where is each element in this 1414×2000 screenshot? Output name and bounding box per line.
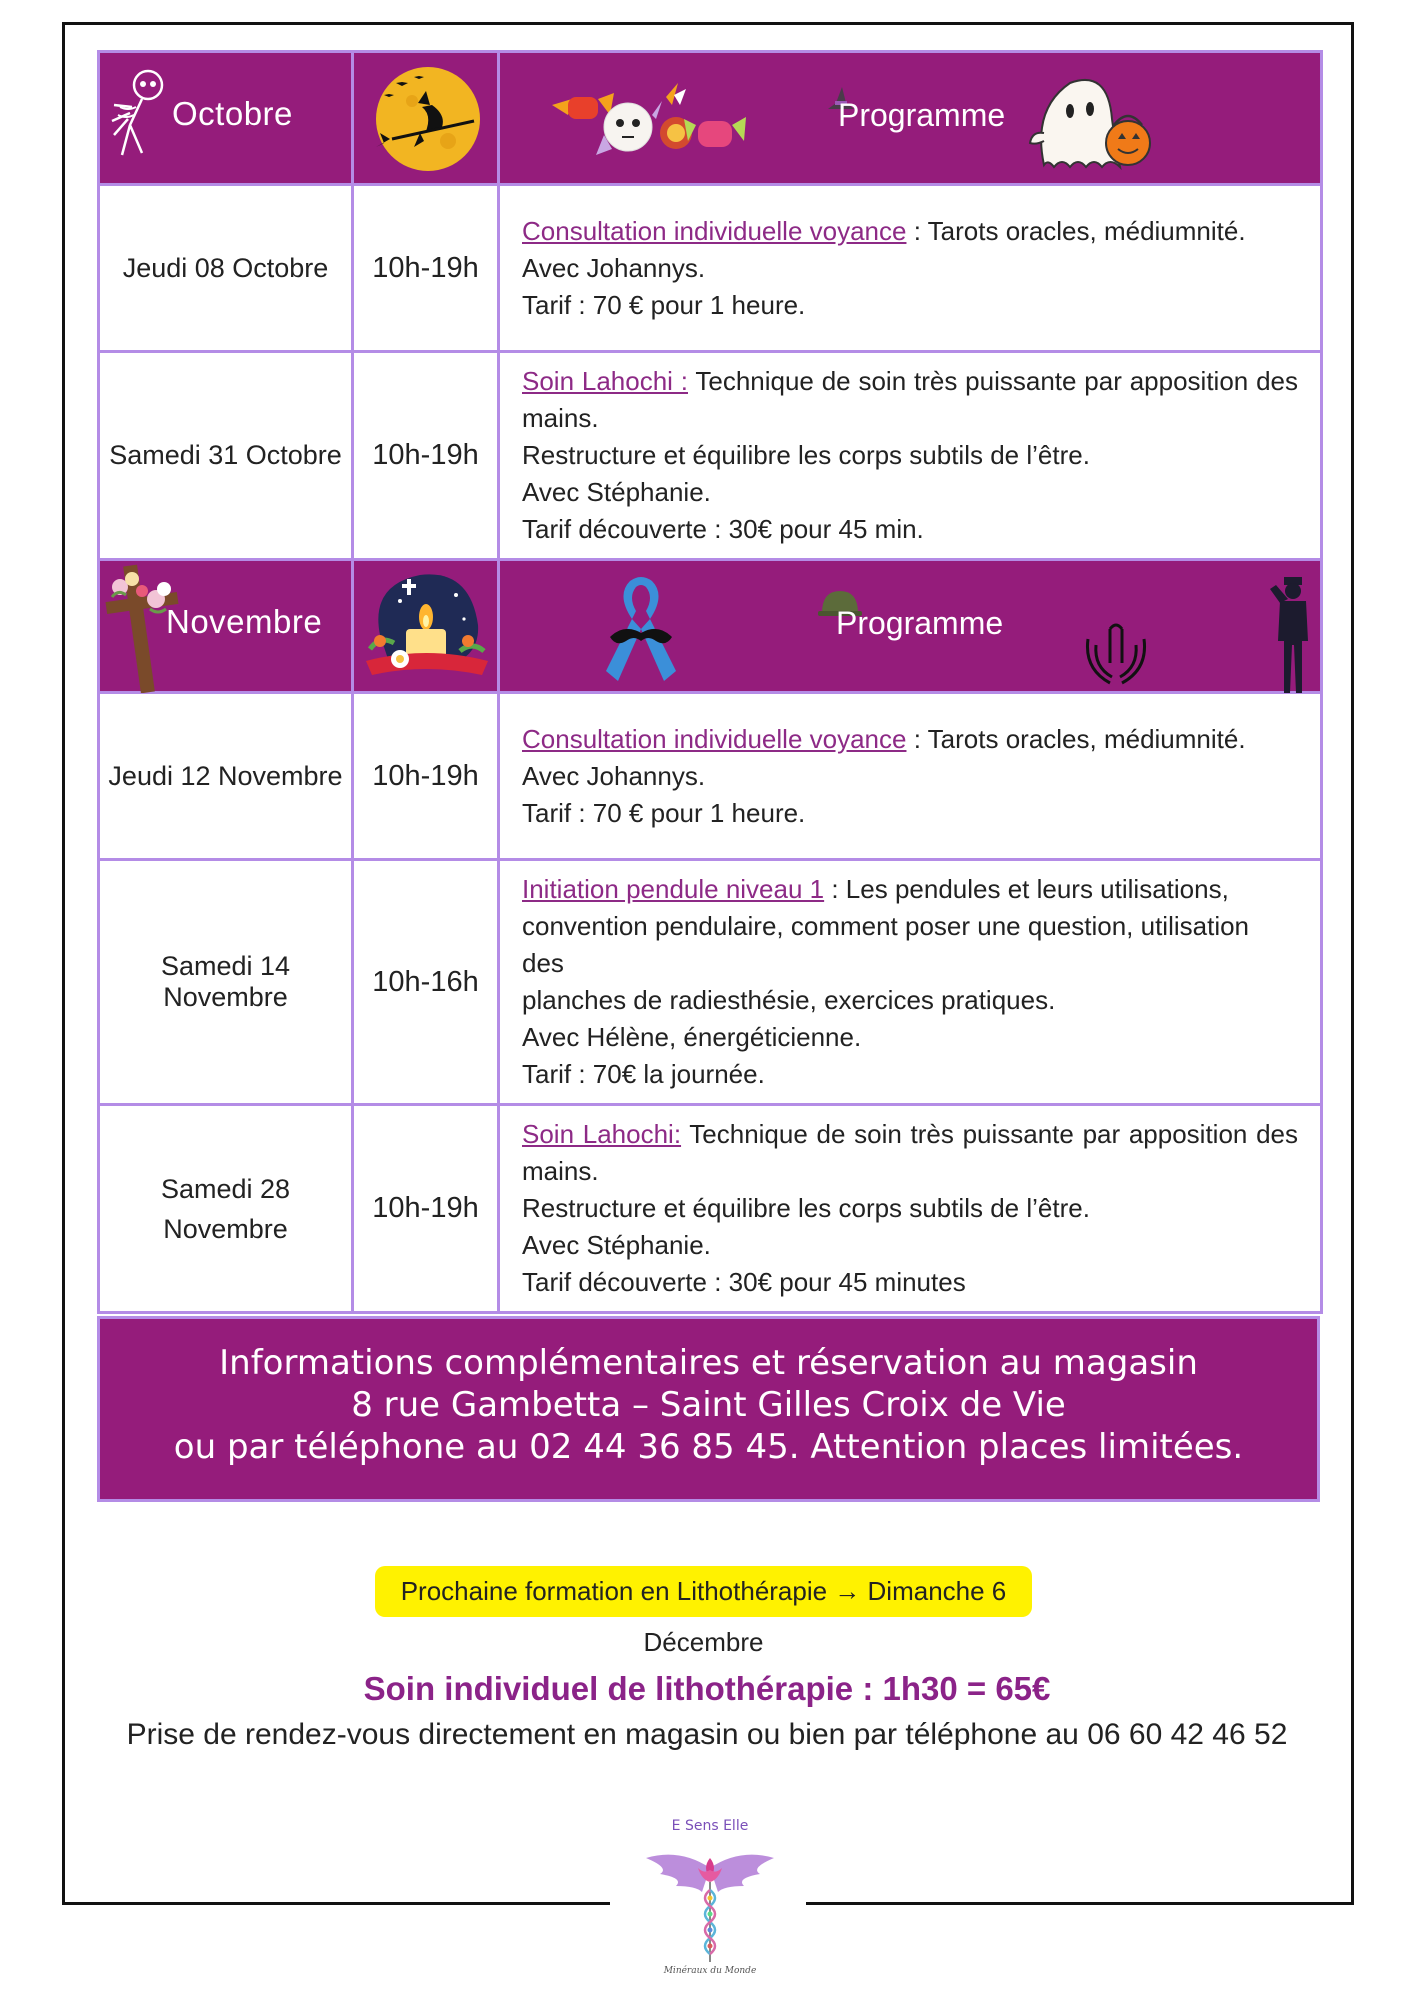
schedule-row (99, 693, 1322, 860)
event-title-link[interactable]: Consultation individuelle voyance (522, 215, 907, 246)
frame-bottom-border-left (62, 1902, 610, 1905)
event-title-suffix: : Tarots oracles, médiumnité. (906, 723, 1246, 754)
november-program-cell (499, 560, 1322, 693)
candy-icon (548, 75, 758, 167)
event-date: Jeudi 12 Novembre (99, 693, 353, 860)
october-month-label: Octobre (172, 95, 293, 132)
november-month-label: Novembre (166, 603, 323, 640)
event-line: planches de radiesthésie, exercices pratiques. (522, 985, 1056, 1015)
event-line: Tarif : 70€ la journée. (522, 1059, 765, 1089)
event-line: Avec Johannys. (522, 252, 706, 283)
event-description (499, 352, 1322, 560)
event-line: Avec Stéphanie. (522, 477, 711, 507)
event-description (499, 693, 1322, 860)
skeleton-icon (102, 65, 174, 165)
event-line: Avec Stéphanie. (522, 1230, 711, 1260)
praying-hands-icon (1080, 619, 1152, 689)
event-line: Tarif découverte : 30€ pour 45 minutes (522, 1267, 966, 1297)
event-hours: 10h-19h (353, 185, 499, 352)
november-header-row (99, 560, 1322, 693)
event-date: Samedi 31 Octobre (99, 352, 353, 560)
october-moon-cell (353, 52, 499, 185)
event-line: convention pendulaire, comment poser une question, utilisation des (522, 911, 1250, 978)
awareness-ribbon-icon (596, 575, 686, 683)
event-hours: 10h-19h (353, 1105, 499, 1313)
frame-top-border (62, 22, 1354, 25)
event-line: Avec Johannys. (522, 760, 706, 791)
frame-left-border (62, 22, 65, 1905)
event-title-link[interactable]: Soin Lahochi : (522, 366, 688, 396)
event-title-link[interactable]: Initiation pendule niveau 1 (522, 874, 825, 904)
schedule-row (99, 352, 1322, 560)
winged-caduceus-logo (640, 1838, 780, 1966)
october-month-cell (99, 52, 353, 185)
october-program-label: Programme (838, 97, 1006, 133)
formation-badge: Prochaine formation en Lithothérapie → Dimanche 6 Décembre (375, 1566, 1032, 1617)
soin-heading: Soin individuel de lithothérapie : 1h30 = 65€ (363, 1670, 1051, 1707)
event-description (499, 185, 1322, 352)
schedule-table (97, 50, 1323, 1314)
info-line: Informations complémentaires et réservation au magasin (219, 1343, 1198, 1383)
event-description (499, 1105, 1322, 1313)
witch-moon-icon (362, 61, 492, 173)
event-line: Tarif : 70 € pour 1 heure. (522, 289, 806, 320)
november-program-label: Programme (836, 605, 1004, 641)
event-date: Jeudi 08 Octobre (99, 185, 353, 352)
october-program-cell (499, 52, 1322, 185)
schedule-row (99, 860, 1322, 1105)
appointment-text: Prise de rendez-vous directement en magasin ou bien par téléphone au 06 60 42 46 52 (126, 1718, 1288, 1751)
logo-subtitle: Minéraux du Monde (663, 1966, 757, 1976)
event-description (499, 860, 1322, 1105)
event-line: Tarif : 70 € pour 1 heure. (522, 797, 806, 828)
event-title-suffix: : Tarots oracles, médiumnité. (906, 215, 1246, 246)
candle-icon (360, 565, 494, 689)
event-line: Restructure et équilibre les corps subtils de l’être. (522, 1193, 1090, 1223)
logo-name: E Sens Elle (671, 1818, 749, 1834)
event-hours: 10h-19h (353, 352, 499, 560)
event-title-suffix: Technique de soin très puissante par apposition des mains. (522, 1119, 1298, 1186)
frame-bottom-border-right (806, 1902, 1354, 1905)
event-line: Avec Hélène, énergéticienne. (522, 1022, 862, 1052)
event-hours: 10h-16h (353, 860, 499, 1105)
frame-right-border (1351, 22, 1354, 1905)
schedule-row (99, 1105, 1322, 1313)
event-line: Restructure et équilibre les corps subtils de l’être. (522, 440, 1090, 470)
ghost-icon (1024, 69, 1160, 175)
event-title-suffix: : Les pendules et leurs utilisations, (824, 874, 1229, 904)
november-candle-cell (353, 560, 499, 693)
info-phone-line: ou par téléphone au 02 44 36 85 45. Attention places limitées. (173, 1427, 1244, 1467)
event-hours: 10h-19h (353, 693, 499, 860)
info-box (97, 1316, 1320, 1502)
event-title-suffix: Technique de soin très puissante par apposition des mains. (522, 366, 1298, 433)
october-header-row (99, 52, 1322, 185)
soldier-salute-icon (1268, 571, 1318, 693)
event-line: Tarif découverte : 30€ pour 45 min. (522, 514, 924, 544)
event-date: Samedi 28 Novembre (99, 1105, 353, 1313)
november-month-cell (99, 560, 353, 693)
info-address: 8 rue Gambetta – Saint Gilles Croix de Vie (351, 1385, 1066, 1425)
event-date: Samedi 14 Novembre (99, 860, 353, 1105)
event-title-link[interactable]: Soin Lahochi: (522, 1119, 682, 1149)
event-title-link[interactable]: Consultation individuelle voyance (522, 723, 907, 754)
schedule-row (99, 185, 1322, 352)
